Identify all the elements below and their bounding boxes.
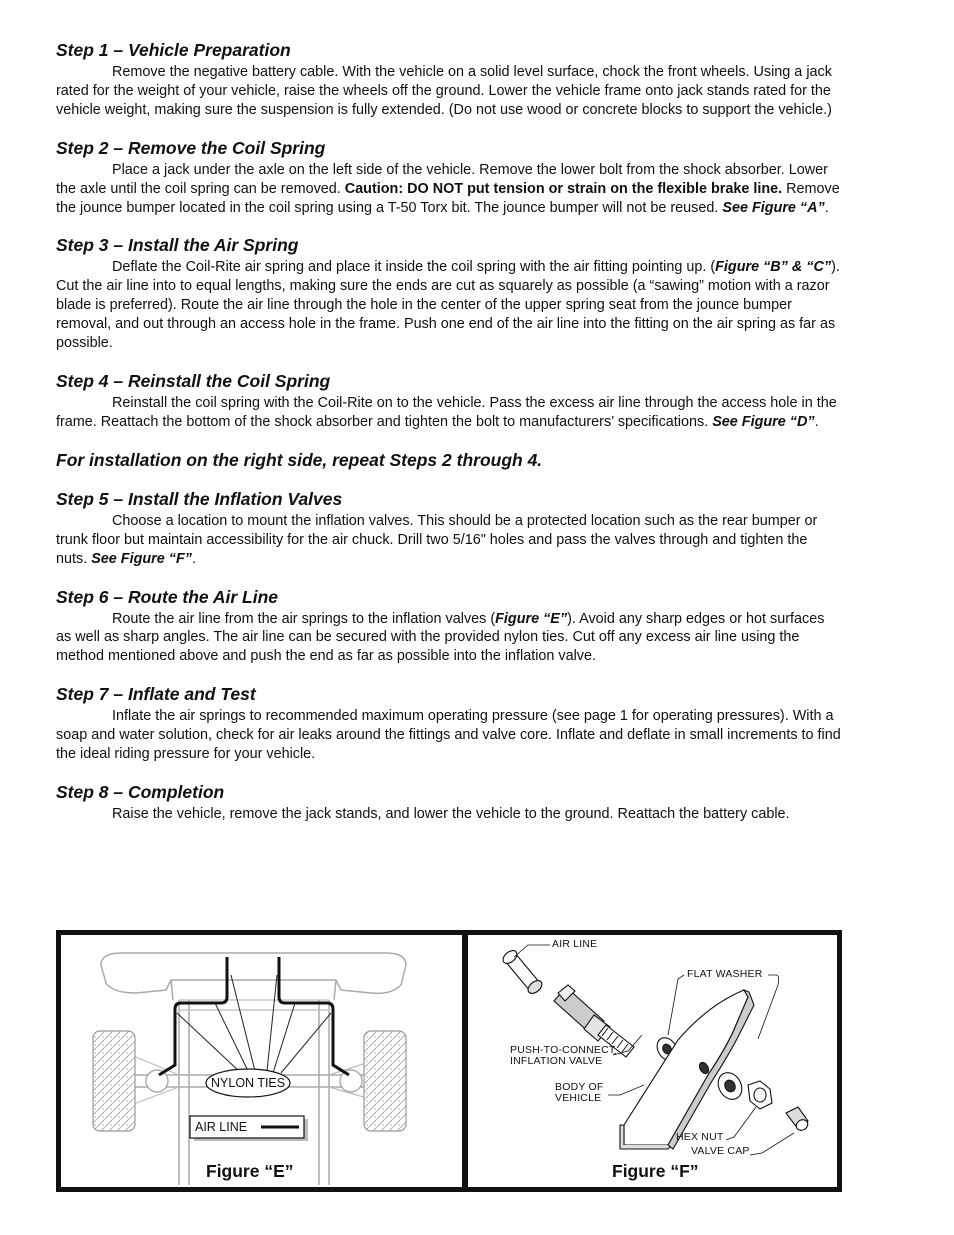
step-2-title: Step 2 – Remove the Coil Spring	[56, 137, 326, 158]
step-2-body-2: Remove the jounce bumper located in the coil spring using a T-50 Torx bit. The jounce bumper will not be reused.	[56, 180, 840, 216]
flat-washer-label: FLAT WASHER	[687, 968, 763, 980]
step-3-text	[56, 258, 842, 353]
figure-f-reference: See Figure “F”	[91, 550, 192, 567]
step-5-body: Choose a location to mount the inflation valves. This should be a protected location such as the rear bumper or trunk floor but maintain accessibility for the air chuck. Drill two 5/16" holes and pass the valves through and tighten the nuts.	[56, 512, 818, 567]
figures-frame	[56, 930, 842, 1192]
step-7-body: Inflate the air springs to recommended maximum operating pressure (see page 1 for operating pressures). With a soap and water solution, check for air leaks around the fittings and valve core. Inflate and deflate in small increments to find the ideal riding pressure for your vehicle.	[56, 708, 841, 763]
step-1-title: Step 1 – Vehicle Preparation	[56, 40, 291, 60]
step-8-body: Raise the vehicle, remove the jack stands, and lower the vehicle to the ground. Reattach the battery cable.	[112, 805, 790, 822]
figure-f-caption: Figure “F”	[612, 1161, 699, 1181]
step-2-text	[56, 161, 842, 218]
figure-e-caption: Figure “E”	[206, 1161, 294, 1181]
step-4	[56, 371, 842, 432]
step-2-body: Place a jack under the axle on the left side of the vehicle. Remove the lower bolt from the shock absorber. Lower the axle until the coil spring can be removed.	[56, 161, 828, 197]
push-to-connect-label: PUSH-TO-CONNECT	[510, 1044, 616, 1056]
vehicle-frame-diagram	[61, 935, 462, 1187]
step-8-title: Step 8 – Completion	[56, 781, 225, 802]
nylon-ties-label: NYLON TIES	[211, 1076, 286, 1090]
step-6-text	[56, 610, 842, 667]
figure-bc-reference: Figure “B” & “C”	[715, 259, 832, 276]
step-8-text	[56, 805, 842, 824]
step-3-body: Deflate the Coil-Rite air spring and place it inside the coil spring with the air fitting pointing up. (	[112, 259, 716, 276]
step-1	[56, 40, 842, 120]
step-2-caution: Caution: DO NOT put tension or strain on the flexible brake line.	[344, 180, 783, 197]
figure-e-reference: Figure “E”	[495, 610, 568, 627]
step-6-body: Route the air line from the air springs to the inflation valves (	[112, 610, 496, 627]
step-2-end: .	[824, 199, 829, 216]
step-7-text	[56, 707, 842, 764]
step-5-text	[56, 512, 842, 569]
step-4-text	[56, 394, 842, 432]
step-7-title: Step 7 – Inflate and Test	[56, 684, 256, 705]
step-6-title: Step 6 – Route the Air Line	[56, 586, 279, 607]
step-1-text	[56, 63, 842, 120]
instructions-document	[56, 40, 842, 842]
step-5-title: Step 5 – Install the Inflation Valves	[56, 488, 343, 509]
step-4-end: .	[814, 413, 819, 430]
figure-f-panel	[468, 935, 837, 1187]
step-3	[56, 235, 842, 353]
step-3-body-2: ). Cut the air line into to equal lengths, making sure the ends are cut as squarely as possible (a “sawing” motion with a razor blade is preferred). Route the air line through the hole in the center of the upper spring seat from the jounce bumper removal, and out through an access hole in the frame. Push one end of the air line into the fitting on the air spring as far as possible.	[56, 259, 840, 352]
figure-a-reference: See Figure “A”	[722, 199, 825, 216]
step-6-body-2: ). Avoid any sharp edges or hot surfaces as well as sharp angles. The air line can be secured with the provided nylon ties. Cut off any excess air line using the method mentioned above and push the end as far as possible into the inflation valve.	[56, 610, 825, 665]
step-4-title: Step 4 – Reinstall the Coil Spring	[56, 370, 331, 391]
step-7	[56, 684, 842, 764]
step-5-end: .	[191, 550, 196, 567]
step-5	[56, 489, 842, 569]
body-of-label: BODY OF	[555, 1081, 604, 1093]
air-line-legend-label: AIR LINE	[195, 1120, 248, 1134]
vehicle-label: VEHICLE	[555, 1092, 602, 1104]
figure-d-reference: See Figure “D”	[712, 413, 815, 430]
step-1-body: Remove the negative battery cable. With the vehicle on a solid level surface, chock the front wheels. Using a jack rated for the weight of your vehicle, raise the wheels off the ground. Lower the vehicle frame onto jack stands rated for the vehicle weight, making sure the suspension is fully extended. (Do not use wood or concrete blocks to support the vehicle.)	[56, 64, 832, 118]
right-side-note: For installation on the right side, repeat Steps 2 through 4.	[56, 449, 543, 470]
air-line-label: AIR LINE	[552, 938, 598, 950]
step-3-title: Step 3 – Install the Air Spring	[56, 235, 299, 256]
step-6	[56, 587, 842, 667]
inflation-valve-label: INFLATION VALVE	[510, 1055, 603, 1067]
step-8	[56, 782, 842, 824]
figure-e-panel	[61, 935, 462, 1187]
step-2	[56, 138, 842, 218]
valve-cap-label: VALVE CAP	[691, 1145, 750, 1157]
step-4-body: Reinstall the coil spring with the Coil-Rite on to the vehicle. Pass the excess air line through the access hole in the frame. Reattach the bottom of the shock absorber and tighten the bolt to manufacturers’ specifications.	[56, 394, 837, 430]
hex-nut-label: HEX NUT	[676, 1131, 724, 1143]
